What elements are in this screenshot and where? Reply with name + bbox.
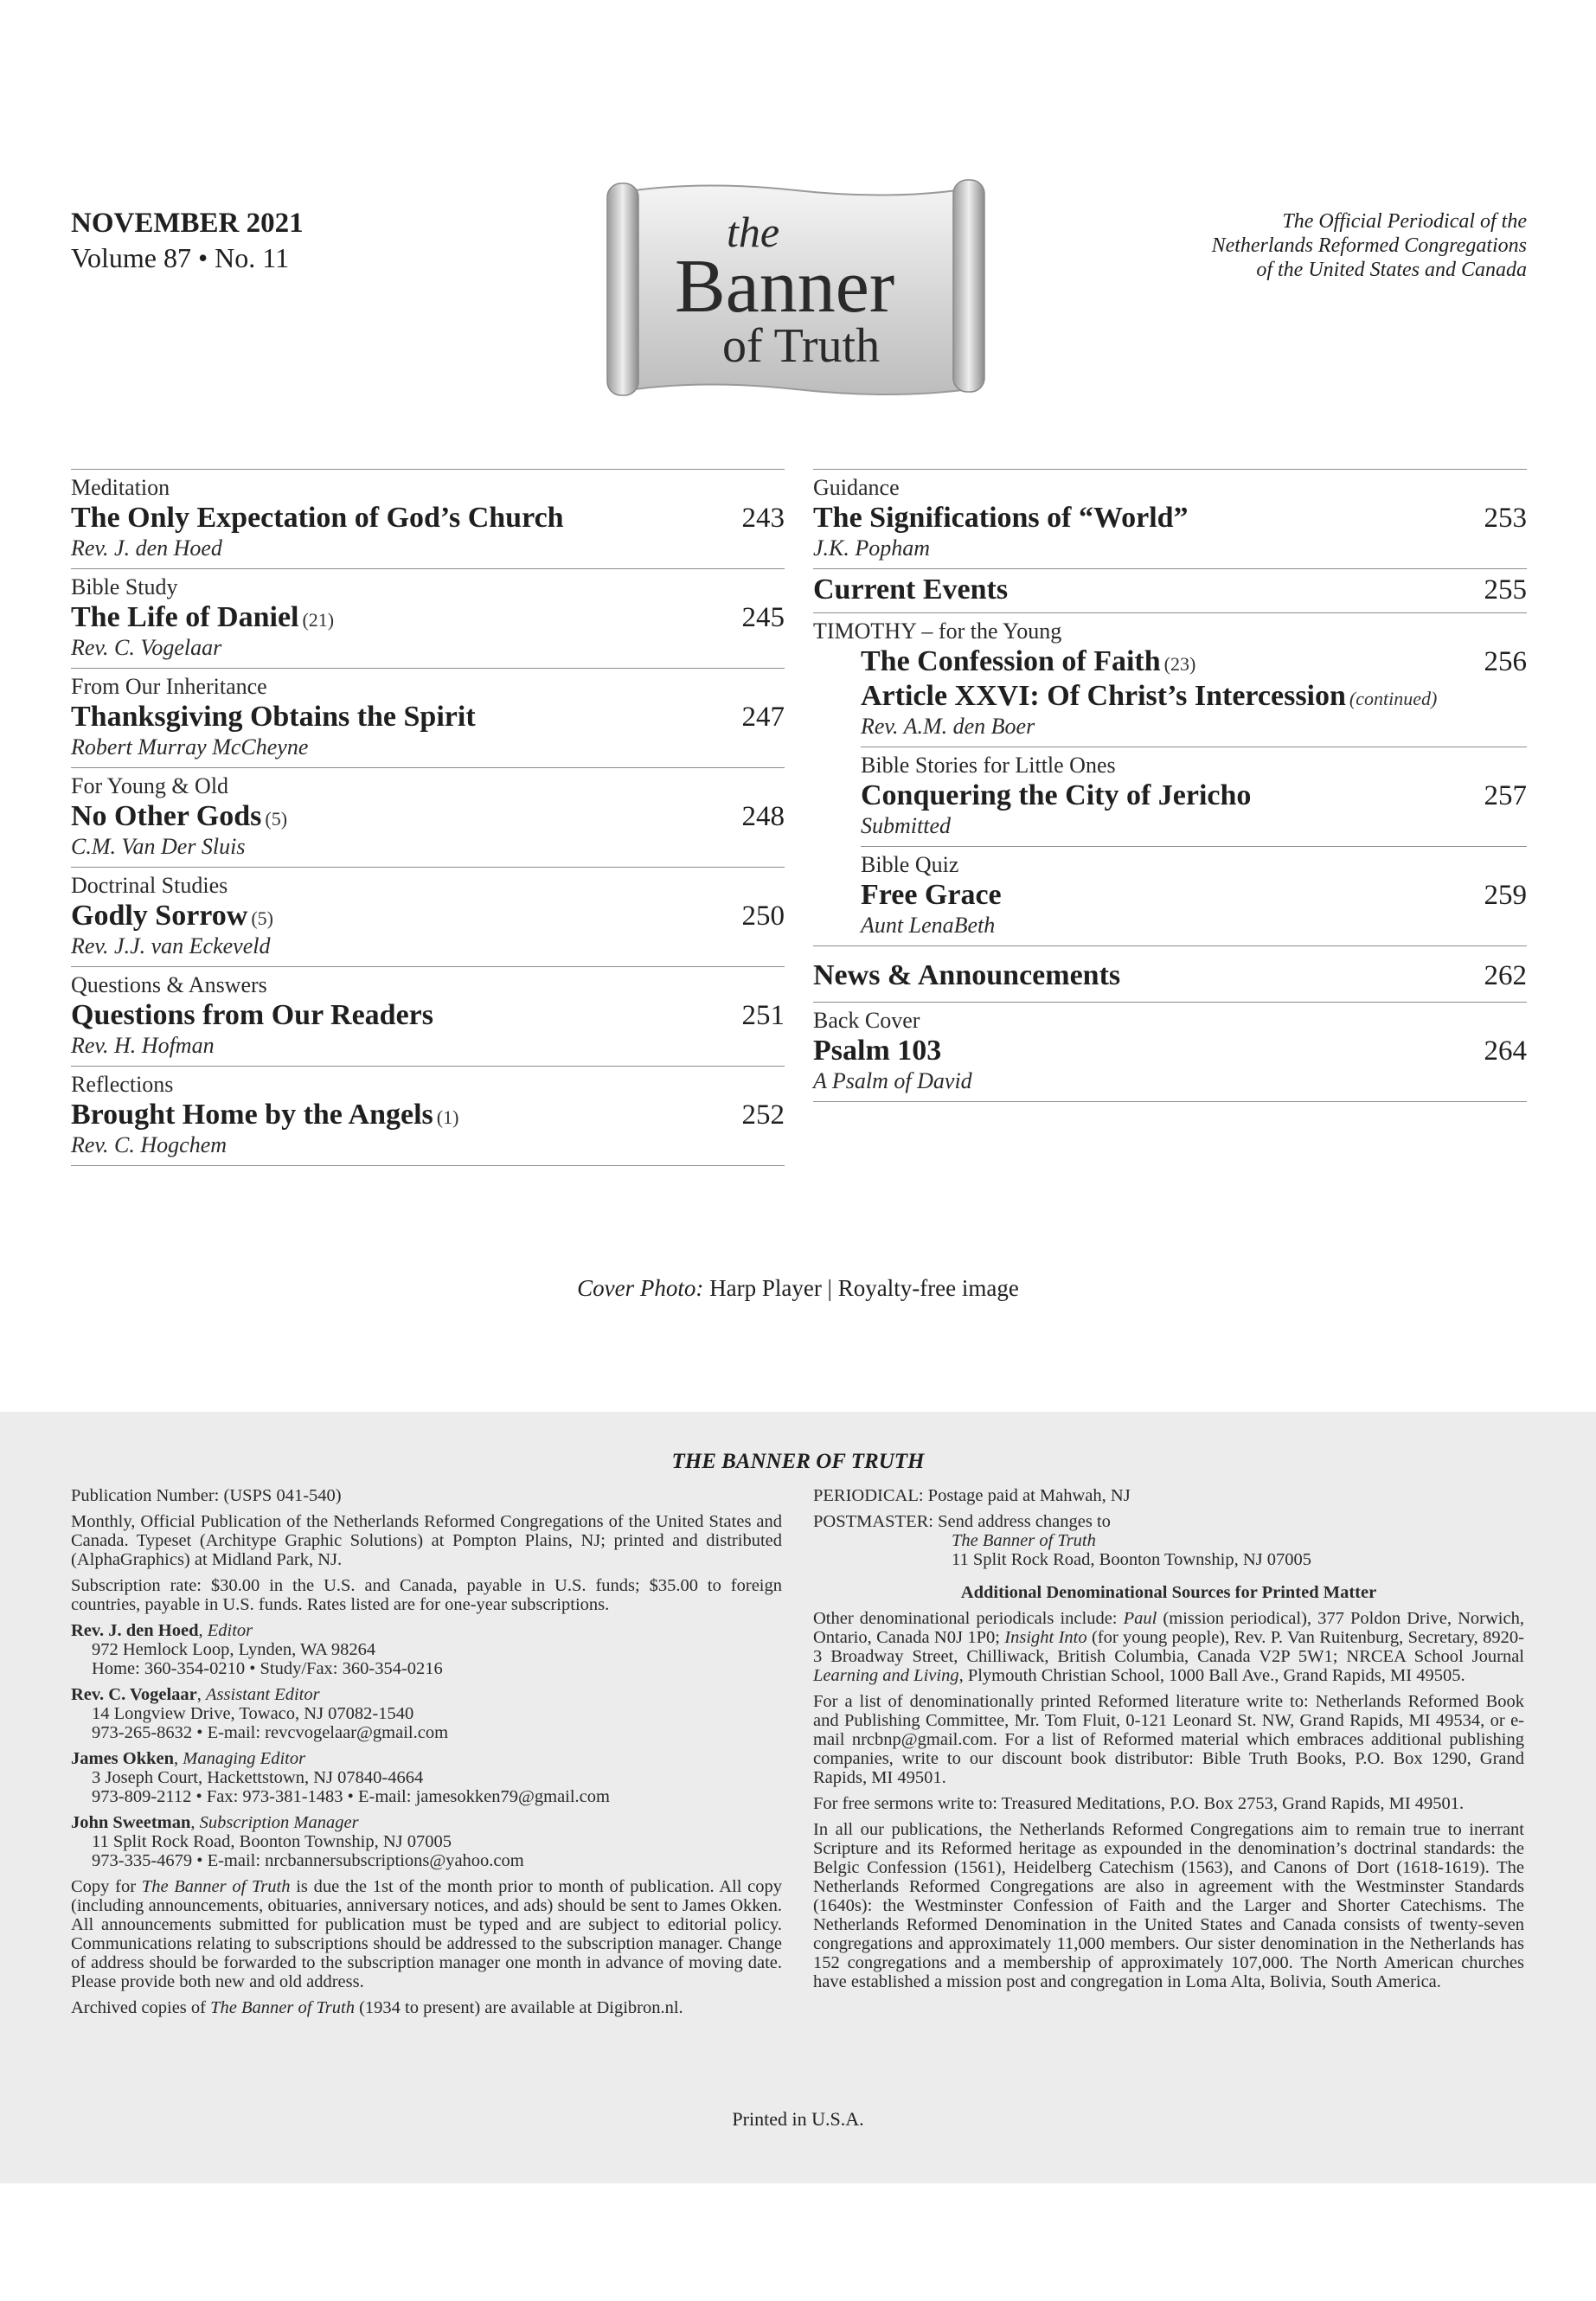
- toc-title: News & Announcements: [813, 959, 1121, 991]
- toc-category: Bible Quiz: [861, 852, 959, 877]
- toc-category: Questions & Answers: [71, 972, 267, 997]
- toc-title: No Other Gods: [71, 800, 262, 832]
- contact-managing-editor: James Okken, Managing Editor 3 Joseph Court, Hackettstown, NJ 07840-4664 973-809-2112 • Fax: 973-381-1483 • E-mail: jamesokken79@gmail.com: [71, 1749, 782, 1806]
- postmaster: POSTMASTER: Send address changes to The Banner of Truth 11 Split Rock Road, Boonton Township, NJ 07005: [813, 1512, 1311, 1569]
- toc-left-column: [71, 469, 785, 1166]
- toc-page: 252: [741, 1099, 785, 1131]
- toc-category: Doctrinal Studies: [71, 873, 228, 898]
- toc-part: (23): [1163, 653, 1196, 675]
- toc-entry[interactable]: [71, 1066, 785, 1166]
- contact-phone: Home: 360-354-0210 • Study/Fax: 360-354-0216: [92, 1659, 443, 1678]
- toc-part: (5): [265, 808, 288, 830]
- other-periodicals: Other denominational periodicals include: Paul (mission periodical), 377 Poldon Drive, Norwich, Ontario, Canada N0J 1P0; Insight Into (for young people), Rev. P. Van Ruitenburg, Secretary, 8920-3 Broadway Street, Chilliwack, British Columbia, Canada V2P 5W1; NRCEA School Journal Learning and Living, Plymouth Christian School, 1000 Ball Ave., Grand Rapids, MI 49505.: [813, 1609, 1524, 1685]
- toc-entry-news[interactable]: [813, 945, 1527, 1002]
- toc-title: Free Grace: [861, 879, 1002, 911]
- toc-page: 264: [1484, 1035, 1527, 1067]
- tagline-line: The Official Periodical of the: [1282, 210, 1527, 233]
- toc-category: Bible Stories for Little Ones: [861, 753, 1116, 778]
- toc-part: (21): [302, 609, 335, 631]
- toc-page: 245: [741, 602, 785, 633]
- tagline-line: Netherlands Reformed Congregations: [1211, 234, 1527, 257]
- contact-name: John Sweetman: [71, 1813, 191, 1832]
- toc-author: Rev. A.M. den Boer: [861, 714, 1035, 739]
- logo-banner: Banner: [675, 245, 895, 329]
- toc-entry[interactable]: [71, 469, 785, 568]
- toc-title: Psalm 103: [813, 1035, 942, 1067]
- contact-address: 3 Joseph Court, Hackettstown, NJ 07840-4664: [92, 1768, 424, 1787]
- masthead-right-column: [813, 1486, 1524, 1998]
- toc-author: C.M. Van Der Sluis: [71, 834, 246, 859]
- contact-phone: 973-809-2112 • Fax: 973-381-1483 • E-mail: jamesokken79@gmail.com: [92, 1787, 610, 1806]
- contact-assistant-editor: Rev. C. Vogelaar, Assistant Editor 14 Longview Drive, Towaco, NJ 07082-1540 973-265-8632 • E-mail: revcvogelaar@gmail.com: [71, 1685, 782, 1742]
- tagline: [1077, 209, 1527, 282]
- toc-title: The Significations of “World”: [813, 502, 1189, 534]
- archived-copies: Archived copies of The Banner of Truth (1934 to present) are available at Digibron.nl.: [71, 1998, 683, 2017]
- toc-page: 247: [741, 702, 785, 733]
- toc-title: Brought Home by the Angels: [71, 1099, 433, 1131]
- contact-name: Rev. J. den Hoed: [71, 1621, 199, 1640]
- printed-in: Printed in U.S.A.: [732, 2108, 864, 2130]
- contact-editor: Rev. J. den Hoed, Editor 972 Hemlock Loop, Lynden, WA 98264 Home: 360-354-0210 • Study/Fax: 360-354-0216: [71, 1621, 782, 1678]
- free-sermons: For free sermons write to: Treasured Meditations, P.O. Box 2753, Grand Rapids, MI 49501.: [813, 1794, 1465, 1813]
- issue-volume: Volume 87 • No. 11: [71, 242, 290, 273]
- toc-entry-back-cover[interactable]: [813, 1002, 1527, 1102]
- toc-category: TIMOTHY – for the Young: [813, 619, 1062, 644]
- toc-right-column: [813, 469, 1527, 1102]
- toc-category: Back Cover: [813, 1008, 920, 1033]
- toc-author: Rev. C. Vogelaar: [71, 635, 222, 660]
- contact-role: Assistant Editor: [206, 1685, 320, 1704]
- toc-page: 255: [1484, 574, 1527, 606]
- toc-page: 243: [741, 503, 785, 534]
- additional-sources-heading: Additional Denominational Sources for Printed Matter: [960, 1583, 1377, 1602]
- toc-title: Thanksgiving Obtains the Spirit: [71, 701, 476, 733]
- tagline-line: of the United States and Canada: [1256, 259, 1527, 281]
- toc-author: Rev. J. den Hoed: [71, 535, 222, 561]
- toc-author: Rev. J.J. van Eckeveld: [71, 933, 271, 958]
- toc-author: Rev. C. Hogchem: [71, 1132, 228, 1157]
- logo-the: the: [727, 208, 780, 256]
- cover-photo-label: Cover Photo:: [577, 1275, 704, 1301]
- publications-statement: In all our publications, the Netherlands Reformed Congregations aim to remain true to inerrant Scripture and its Reformed heritage as expounded in the denomination’s doctrinal standards: the Belgic Confession (1561), Heidelberg Catechism (1563), and Canons of Dort (1618-1619). The Netherlands Reformed Congregations are also in agreement with the Westminster Standards (1640s): the Westminster Confession of Faith and the Larger and Shorter Catechisms. The Netherlands Reformed Denomination in the United States and Canada consists of twenty-seven congregations and approximately 11,000 members. Our sister denomination in the Netherlands has 152 congregations and a membership of approximately 107,000. The North American churches have established a mission post and congregation in Loma Alta, Bolivia, South America.: [813, 1820, 1524, 1991]
- toc-author: Rev. H. Hofman: [71, 1033, 215, 1058]
- toc-part: (5): [251, 907, 273, 929]
- contact-subscription-manager: John Sweetman, Subscription Manager 11 Split Rock Road, Boonton Township, NJ 07005 973-335-4679 • E-mail: nrcbannersubscriptions@yahoo.com: [71, 1813, 782, 1870]
- toc-category: Guidance: [813, 475, 900, 500]
- toc-title: Conquering the City of Jericho: [861, 779, 1252, 811]
- toc-entry-bible-stories[interactable]: [861, 747, 1527, 846]
- toc-page: 262: [1484, 960, 1527, 991]
- subscription-rate: Subscription rate: $30.00 in the U.S. and Canada, payable in U.S. funds; $35.00 to foreign countries, payable in U.S. funds. Rates listed are for one-year subscriptions.: [71, 1576, 782, 1614]
- toc-author: Submitted: [861, 813, 951, 838]
- toc-author: Aunt LenaBeth: [861, 913, 996, 938]
- contact-role: Subscription Manager: [199, 1813, 359, 1832]
- contact-address: 11 Split Rock Road, Boonton Township, NJ 07005: [92, 1832, 452, 1851]
- toc-entry[interactable]: [71, 568, 785, 668]
- toc-page: 251: [741, 1000, 785, 1031]
- toc-category: From Our Inheritance: [71, 674, 267, 699]
- toc-author: J.K. Popham: [813, 535, 931, 561]
- literature-list: For a list of denominationally printed Reformed literature write to: Netherlands Reformed Book and Publishing Committee, Mr. Tom Fluit, 0-121 Leonard St. NW, Grand Rapids, MI 49534, or e-mail nrcbnp@gmail.com. For a list of Reformed material which embraces additional publishing companies, write to our discount book distributor: Bible Truth Books, P.O. Box 1290, Grand Rapids, MI 49501.: [813, 1692, 1524, 1787]
- toc-page: 256: [1484, 646, 1527, 677]
- toc-category: Reflections: [71, 1072, 174, 1097]
- contact-name: James Okken: [71, 1749, 175, 1768]
- toc-entry[interactable]: [71, 767, 785, 867]
- toc-category: For Young & Old: [71, 773, 229, 798]
- toc-page: 257: [1484, 780, 1527, 811]
- periodical-postage: PERIODICAL: Postage paid at Mahwah, NJ: [813, 1486, 1131, 1505]
- contact-role: Managing Editor: [183, 1749, 306, 1768]
- logo-of-truth: of Truth: [722, 319, 881, 373]
- contact-phone: 973-265-8632 • E-mail: revcvogelaar@gmail.com: [92, 1723, 449, 1742]
- toc-title: Godly Sorrow: [71, 900, 248, 932]
- toc-continued: (continued): [1349, 688, 1438, 709]
- toc-section-timothy: [813, 612, 1527, 945]
- toc-page: 248: [741, 801, 785, 832]
- toc-author: A Psalm of David: [813, 1068, 972, 1093]
- toc-entry-bible-quiz[interactable]: [861, 846, 1527, 945]
- toc-page: 253: [1484, 503, 1527, 534]
- cover-photo-credit: [0, 1275, 1596, 1302]
- toc-title: Current Events: [813, 574, 1009, 606]
- contact-address: 14 Longview Drive, Towaco, NJ 07082-1540: [92, 1704, 414, 1723]
- contact-role: Editor: [207, 1621, 253, 1640]
- toc-entry-current-events[interactable]: [813, 568, 1527, 612]
- toc-category: Bible Study: [71, 574, 178, 599]
- toc-title: The Confession of Faith: [861, 645, 1161, 677]
- toc-page: 259: [1484, 880, 1527, 911]
- toc-entry[interactable]: [71, 867, 785, 966]
- toc-entry-guidance[interactable]: [813, 469, 1527, 568]
- contact-address: 972 Hemlock Loop, Lynden, WA 98264: [92, 1640, 376, 1659]
- contact-phone: 973-335-4679 • E-mail: nrcbannersubscriptions@yahoo.com: [92, 1851, 524, 1870]
- masthead-title: THE BANNER OF TRUTH: [671, 1450, 925, 1473]
- issue-date: NOVEMBER 2021: [71, 208, 304, 239]
- toc-subtitle: Article XXVI: Of Christ’s Intercession: [861, 680, 1346, 712]
- toc-title: Questions from Our Readers: [71, 999, 434, 1031]
- cover-photo-text: Harp Player | Royalty-free image: [709, 1275, 1019, 1301]
- contact-name: Rev. C. Vogelaar: [71, 1685, 197, 1704]
- copy-deadline: Copy for The Banner of Truth is due the 1st of the month prior to month of publication. All copy (including announcements, obituaries, anniversary notices, and ads) should be sent to James Okken. All announcements submitted for publication must be typed and are subject to editorial policy. Communications relating to subscriptions should be addressed to the subscription manager. Change of address should be forwarded to the subscription manager one month in advance of moving date. Please provide both new and old address.: [71, 1877, 782, 1991]
- publication-number: Publication Number: (USPS 041-540): [71, 1486, 342, 1505]
- publication-info: Monthly, Official Publication of the Netherlands Reformed Congregations of the United States and Canada. Typeset (Architype Graphic Solutions) at Pompton Plains, NJ; printed and distributed (AlphaGraphics) at Midland Park, NJ.: [71, 1512, 782, 1569]
- toc-part: (1): [436, 1106, 459, 1128]
- toc-title: The Only Expectation of God’s Church: [71, 502, 564, 534]
- toc-author: Robert Murray McCheyne: [71, 734, 309, 760]
- toc-title: The Life of Daniel: [71, 601, 299, 633]
- toc-entry[interactable]: [71, 966, 785, 1066]
- toc-category: Meditation: [71, 475, 170, 500]
- banner-of-truth-logo: [597, 173, 995, 411]
- masthead-left-column: [71, 1486, 782, 2024]
- toc-page: 250: [741, 901, 785, 932]
- toc-entry[interactable]: [71, 668, 785, 767]
- toc-entry-confession[interactable]: [813, 644, 1527, 747]
